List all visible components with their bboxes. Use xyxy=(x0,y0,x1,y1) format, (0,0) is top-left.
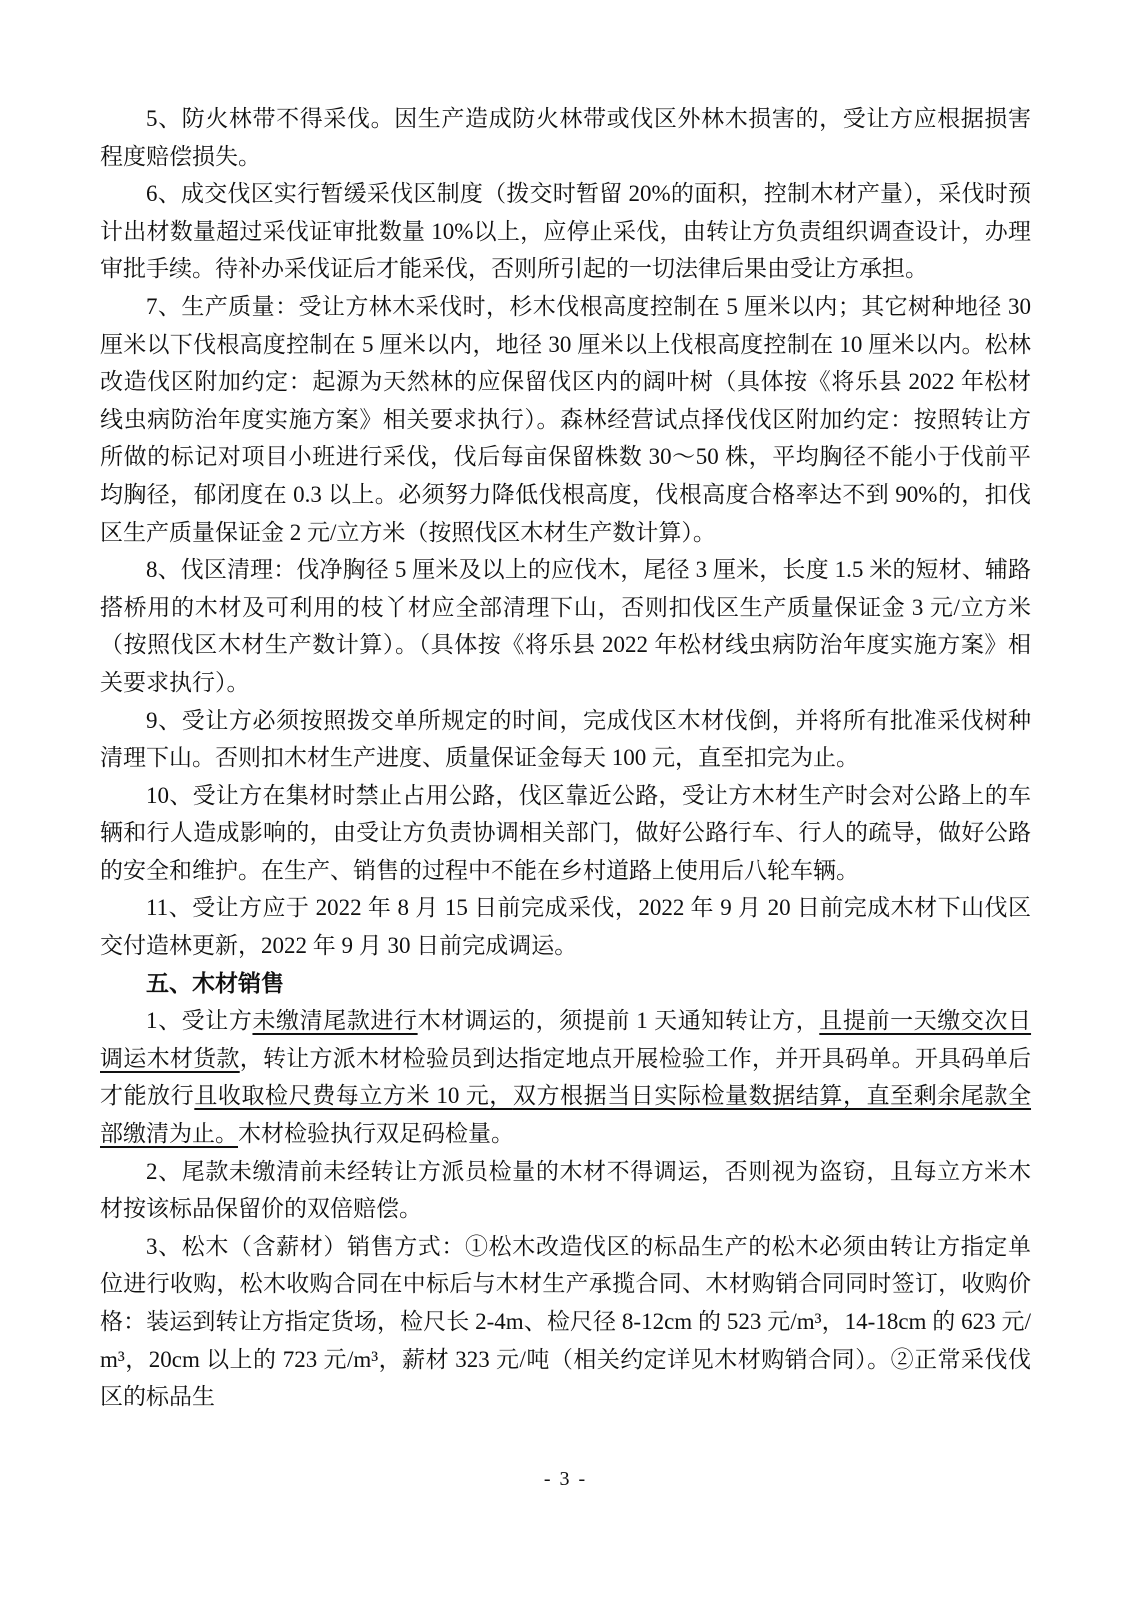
paragraph xyxy=(100,777,1031,890)
paragraph xyxy=(100,702,1031,777)
text-run: 7、生产质量：受让方林木采伐时，杉木伐根高度控制在 5 厘米以内；其它树种地径 30 厘米以下伐根高度控制在 5 厘米以内，地径 30 厘米以上伐根高度控制在 10 厘米以内。松林改造伐区附加约定：起源为天然林的应保留伐区内的阔叶树（具体按《将乐县 2022 年松材线虫病防治年度实施方案》相关要求执行）。森林经营试点择伐伐区附加约定：按照转让方所做的标记对项目小班进行采伐，伐后每亩保留株数 30～50 株，平均胸径不能小于伐前平均胸径，郁闭度在 0.3 以上。必须努力降低伐根高度，伐根高度合格率达不到 90%的，扣伐区生产质量保证金 2 元/立方米（按照伐区木材生产数计算）。 xyxy=(100,293,1031,545)
section-heading xyxy=(100,965,1031,1003)
text-run: 1、受让方 xyxy=(146,1008,253,1034)
text-run: 6、成交伐区实行暂缓采伐区制度（拨交时暂留 20%的面积，控制木材产量），采伐时预计出材数量超过采伐证审批数量 10%以上，应停止采伐，由转让方负责组织调查设计，办理审批手续。待补办采伐证后才能采伐，否则所引起的一切法律后果由受让方承担。 xyxy=(100,181,1031,282)
paragraph xyxy=(100,288,1031,551)
text-run: 2、尾款未缴清前未经转让方派员检量的木材不得调运，否则视为盗窃，且每立方米木材按该标品保留价的双倍赔偿。 xyxy=(100,1158,1031,1222)
paragraph xyxy=(100,551,1031,701)
paragraph xyxy=(100,1228,1031,1416)
text-run: 五、木材销售 xyxy=(146,969,284,996)
underlined-text-run: 双方根据当日实际检量数据结算，直至剩余尾款全部缴清为止。 xyxy=(100,1083,1032,1147)
text-run: 3、松木（含薪材）销售方式：①松木改造伐区的标品生产的松木必须由转让方指定单位进行收购，松木收购合同在中标后与木材生产承揽合同、木材购销合同同时签订，收购价格：装运到转让方指定货场，检尺长 2-4m、检尺径 8-12cm 的 523 元/m³，14-18cm 的 623 元/m³，20cm 以上的 723 元/m³，薪材 323 元/吨（相关约定详见木材购销合同）。②正常采伐伐区的标品生 xyxy=(100,1233,1031,1410)
page-number: - 3 - xyxy=(543,1468,588,1490)
underlined-text-run: 且收取检尺费每立方米 10 元， xyxy=(194,1083,513,1109)
text-run: 5、防火林带不得采伐。因生产造成防火林带或伐区外林木损害的，受让方应根据损害程度赔偿损失。 xyxy=(100,106,1031,169)
text-run: 木材检验执行双足码检量。 xyxy=(238,1121,514,1147)
text-run: 11、受让方应于 2022 年 8 月 15 日前完成采伐，2022 年 9 月 20 日前完成木材下山伐区交付造林更新，2022 年 9 月 30 日前完成调运。 xyxy=(100,895,1031,959)
text-run: 10、受让方在集材时禁止占用公路，伐区靠近公路，受让方木材生产时会对公路上的车辆和行人造成影响的，由受让方负责协调相关部门，做好公路行车、行人的疏导，做好公路的安全和维护。在生产、销售的过程中不能在乡村道路上使用后八轮车辆。 xyxy=(100,782,1031,883)
text-run: 9、受让方必须按照拨交单所规定的时间，完成伐区木材伐倒，并将所有批准采伐树种清理下山。否则扣木材生产进度、质量保证金每天 100 元，直至扣完为止。 xyxy=(100,707,1031,771)
paragraph xyxy=(100,889,1031,964)
paragraph xyxy=(100,100,1031,175)
text-run: 木材调运的，须提前 1 天通知转让方， xyxy=(417,1008,820,1034)
paragraph xyxy=(100,1153,1031,1228)
underlined-text-run: 未缴清尾款进行 xyxy=(252,1008,418,1034)
paragraph xyxy=(100,1002,1031,1152)
text-run: 8、伐区清理：伐净胸径 5 厘米及以上的应伐木，尾径 3 厘米，长度 1.5 米的短材、辅路搭桥用的木材及可利用的枝丫材应全部清理下山，否则扣伐区生产质量保证金 3 元/立方米（按照伐区木材生产数计算）。（具体按《将乐县 2022 年松材线虫病防治年度实施方案》相关要求执行）。 xyxy=(100,557,1031,695)
paragraph xyxy=(100,175,1031,288)
document-body xyxy=(100,100,1031,1416)
underlined-text-run: 且提前一天缴交次日调运木材货款 xyxy=(100,1008,1032,1071)
text-run: ，转让方派木材检验员到达指定地点开展检验工作，并开具码单。开具码单后才能放行 xyxy=(100,1045,1032,1109)
